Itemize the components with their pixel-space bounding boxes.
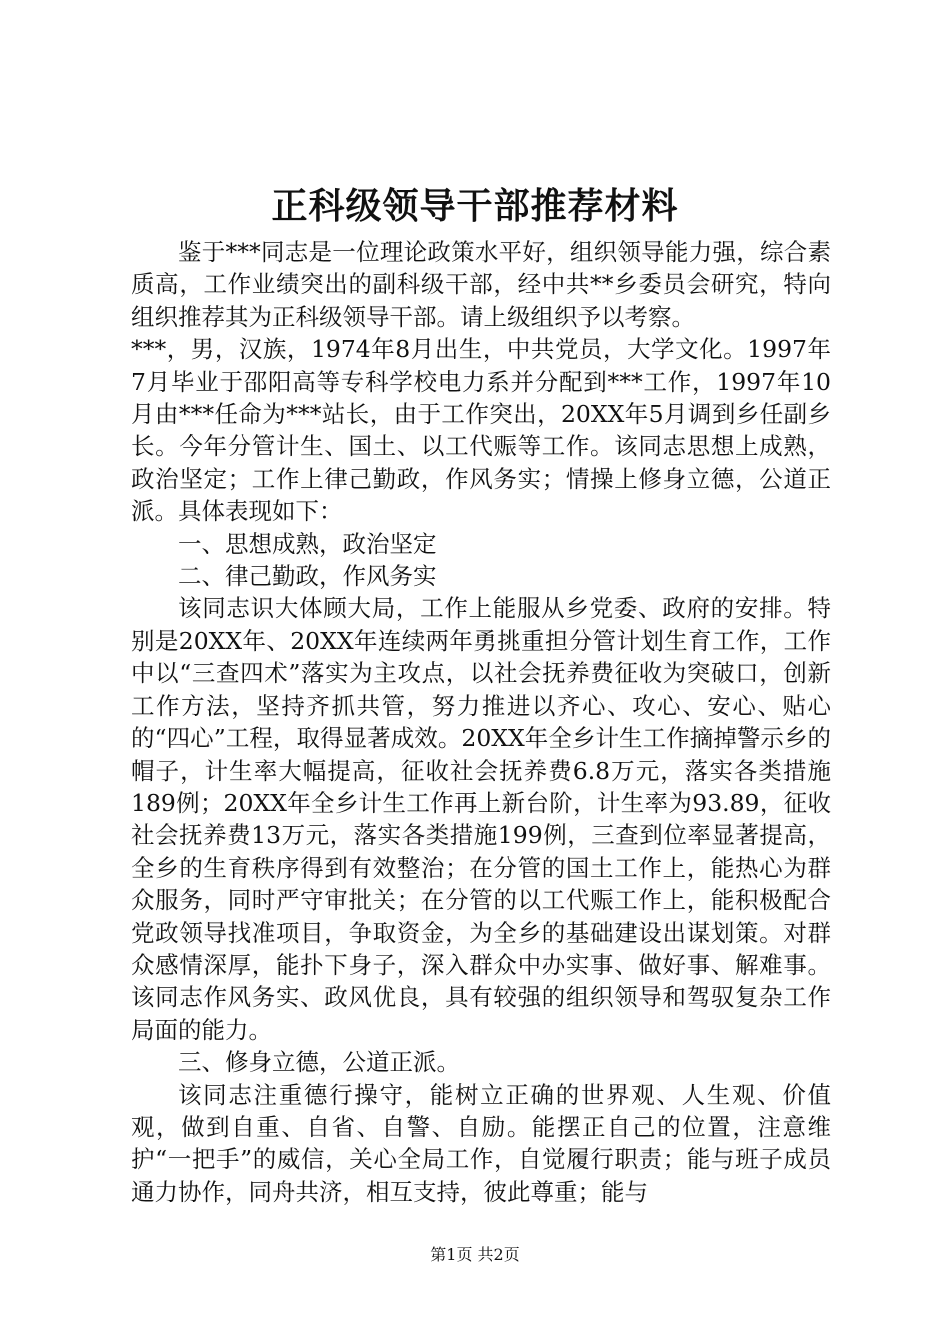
section-heading-2: 二、律己勤政，作风务实 (178, 562, 437, 591)
section-heading-1: 一、思想成熟，政治坚定 (178, 529, 437, 558)
document-title: 正科级领导干部推荐材料 (271, 185, 679, 227)
page-number: 第1页 共2页 (430, 1245, 520, 1264)
section-heading-3: 三、修身立德，公道正派。 (178, 1048, 460, 1077)
paragraph-profile: ***，男，汉族，1974年8月出生，中共党员，大学文化。1997年7月毕业于邵阳高等专科学校电力系并分配到***工作，1997年10月由***任命为***站长，由于工作突出，20XX年5月调到乡任副乡长。今年分管计生、国土、以工代赈等工作。该同志思想上成熟，政治坚定；工作上律己勤政，作风务实；情操上修身立德，公道正派。具体表现如下： (131, 335, 831, 526)
paragraph-intro: 鉴于***同志是一位理论政策水平好，组织领导能力强，综合素质高，工作业绩突出的副科级干部，经中共**乡委员会研究，特向组织推荐其为正科级领导干部。请上级组织予以考察。 (131, 238, 831, 331)
paragraph-work: 该同志识大体顾大局，工作上能服从乡党委、政府的安排。特别是20XX年、20XX年连续两年勇挑重担分管计划生育工作，工作中以“三查四术”落实为主攻点，以社会抚养费征收为突破口，创新工作方法，坚持齐抓共管，努力推进以齐心、攻心、安心、贴心的“四心”工程，取得显著成效。20XX年全乡计生工作摘掉警示乡的帽子，计生率大幅提高，征收社会抚养费6.8万元，落实各类措施189例；20XX年全乡计生工作再上新台阶，计生率为93.89，征收社会抚养费13万元，落实各类措施199例，三查到位率显著提高，全乡的生育秩序得到有效整治；在分管的国土工作上，能热心为群众服务，同时严守审批关；在分管的以工代赈工作上，能积极配合党政领导找准项目，争取资金，为全乡的基础建设出谋划策。对群众感情深厚，能扑下身子，深入群众中办实事、做好事、解难事。该同志作风务实、政风优良，具有较强的组织领导和驾驭复杂工作局面的能力。 (131, 594, 831, 1044)
paragraph-character: 该同志注重德行操守，能树立正确的世界观、人生观、价值观，做到自重、自省、自警、自励。能摆正自己的位置，注意维护“一把手”的威信，关心全局工作，自觉履行职责；能与班子成员通力协作，同舟共济，相互支持，彼此尊重；能与 (131, 1080, 831, 1206)
document-body (131, 236, 831, 1208)
